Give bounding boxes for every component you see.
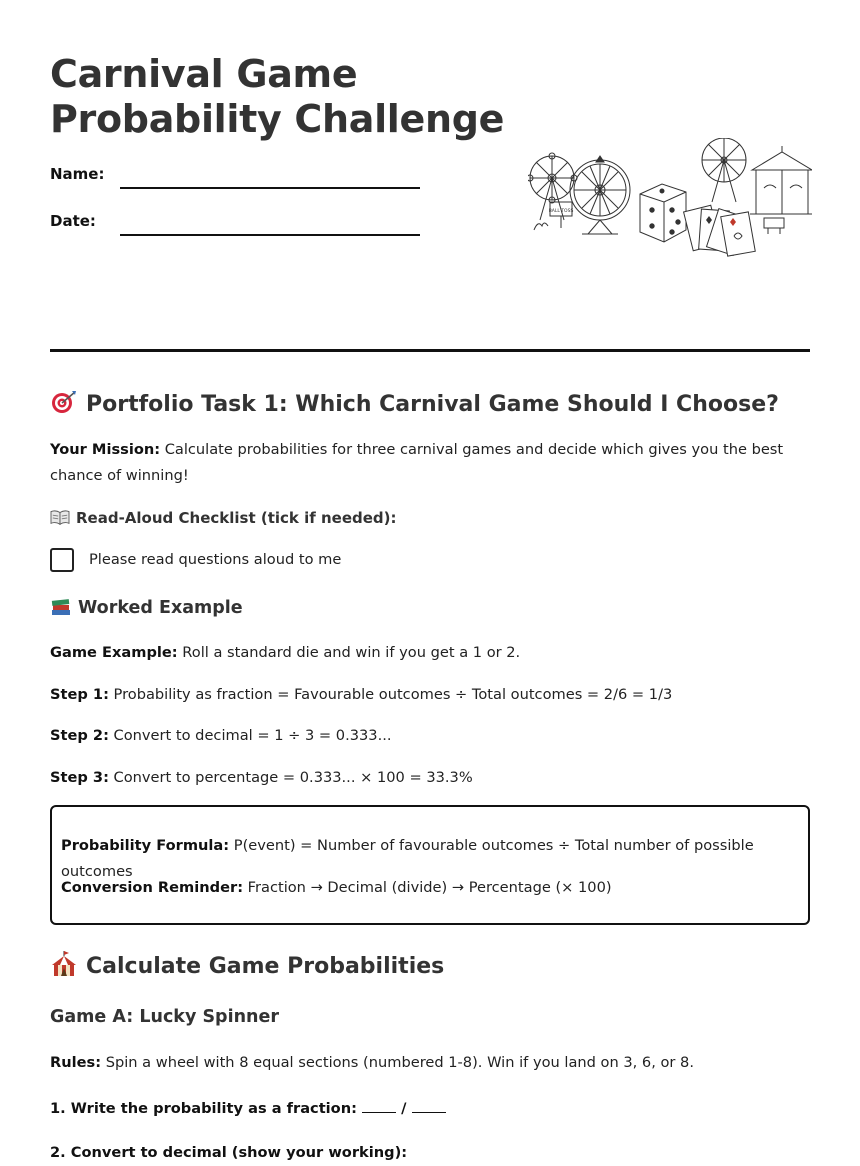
date-line[interactable]: [120, 234, 420, 236]
question-2: 2. Convert to decimal (show your working):: [50, 1144, 408, 1161]
books-icon: [50, 596, 72, 616]
step-1-label: Step 1:: [50, 686, 109, 703]
fraction-slash: /: [396, 1100, 412, 1117]
reminder-label: Conversion Reminder:: [61, 879, 244, 896]
game-a-heading: Game A: Lucky Spinner: [50, 1007, 279, 1027]
denominator-blank[interactable]: [412, 1100, 446, 1113]
question-1: [50, 1096, 810, 1122]
page-title: [50, 52, 504, 142]
read-aloud-heading-text: Read-Aloud Checklist (tick if needed):: [76, 509, 397, 527]
game-a-rules: [50, 1050, 810, 1076]
numerator-blank[interactable]: [362, 1100, 396, 1113]
header-divider: [50, 349, 810, 352]
carnival-scene-icon: [528, 138, 812, 270]
target-icon: [50, 389, 78, 415]
task-heading: [50, 389, 779, 417]
game-example-body: Roll a standard die and win if you get a 1 or 2.: [177, 644, 521, 661]
name-label: Name:: [50, 165, 105, 183]
prize-wheel-icon: [570, 156, 630, 234]
calculate-heading-text: Calculate Game Probabilities: [86, 954, 445, 979]
game-a-rules-label: Rules:: [50, 1054, 102, 1071]
date-field[interactable]: [50, 212, 420, 236]
circus-tent-icon: [50, 951, 78, 977]
title-line-2: Probability Challenge: [50, 97, 505, 141]
step-3-body: Convert to percentage = 0.333... × 100 = 33.3%: [108, 769, 473, 786]
mission-text: [50, 437, 810, 489]
step-2-label: Step 2:: [50, 727, 109, 744]
worked-example-heading-text: Worked Example: [78, 598, 243, 618]
calculate-heading: [50, 951, 444, 979]
task-heading-text: Portfolio Task 1: Which Carnival Game Should I Choose?: [86, 392, 779, 417]
step-2-text: [50, 723, 810, 749]
step-1-text: [50, 682, 810, 708]
reminder-text: [61, 875, 801, 901]
ferris-wheel-large-icon: [702, 138, 746, 202]
formula-label: Probability Formula:: [61, 837, 230, 854]
game-example-text: [50, 640, 810, 666]
open-book-icon: [50, 508, 70, 526]
name-field[interactable]: [50, 165, 420, 189]
read-aloud-checkbox[interactable]: [50, 548, 74, 572]
step-1-body: Probability as fraction = Favourable outcomes ÷ Total outcomes = 2/6 = 1/3: [108, 686, 673, 703]
read-aloud-checkbox-label: Please read questions aloud to me: [89, 551, 342, 568]
formula-box: [50, 805, 810, 925]
playing-cards-icon: [684, 205, 756, 256]
game-a-rules-body: Spin a wheel with 8 equal sections (numbered 1-8). Win if you land on 3, 6, or 8.: [101, 1054, 694, 1071]
step-3-text: [50, 765, 810, 791]
step-2-body: Convert to decimal = 1 ÷ 3 = 0.333...: [108, 727, 392, 744]
step-3-label: Step 3:: [50, 769, 109, 786]
reminder-body: Fraction → Decimal (divide) → Percentage (× 100): [243, 879, 612, 896]
carousel-icon: [750, 146, 812, 234]
mission-label: Your Mission:: [50, 441, 161, 458]
booth-sign-icon: [534, 202, 573, 230]
svg-text:BALL TOSS: BALL TOSS: [548, 209, 574, 214]
title-line-1: Carnival Game: [50, 52, 358, 96]
formula-body: P(event) = Number of favourable outcomes ÷ Total number of possible outcomes: [61, 837, 754, 880]
mission-body: Calculate probabilities for three carnival games and decide which gives you the best chance of winning!: [50, 441, 784, 484]
question-1-text: 1. Write the probability as a fraction:: [50, 1100, 363, 1117]
name-line[interactable]: [120, 187, 420, 189]
read-aloud-heading: [50, 508, 397, 527]
die-icon: [640, 184, 686, 242]
worked-example-heading: [50, 596, 243, 618]
game-example-label: Game Example:: [50, 644, 178, 661]
date-label: Date:: [50, 212, 96, 230]
